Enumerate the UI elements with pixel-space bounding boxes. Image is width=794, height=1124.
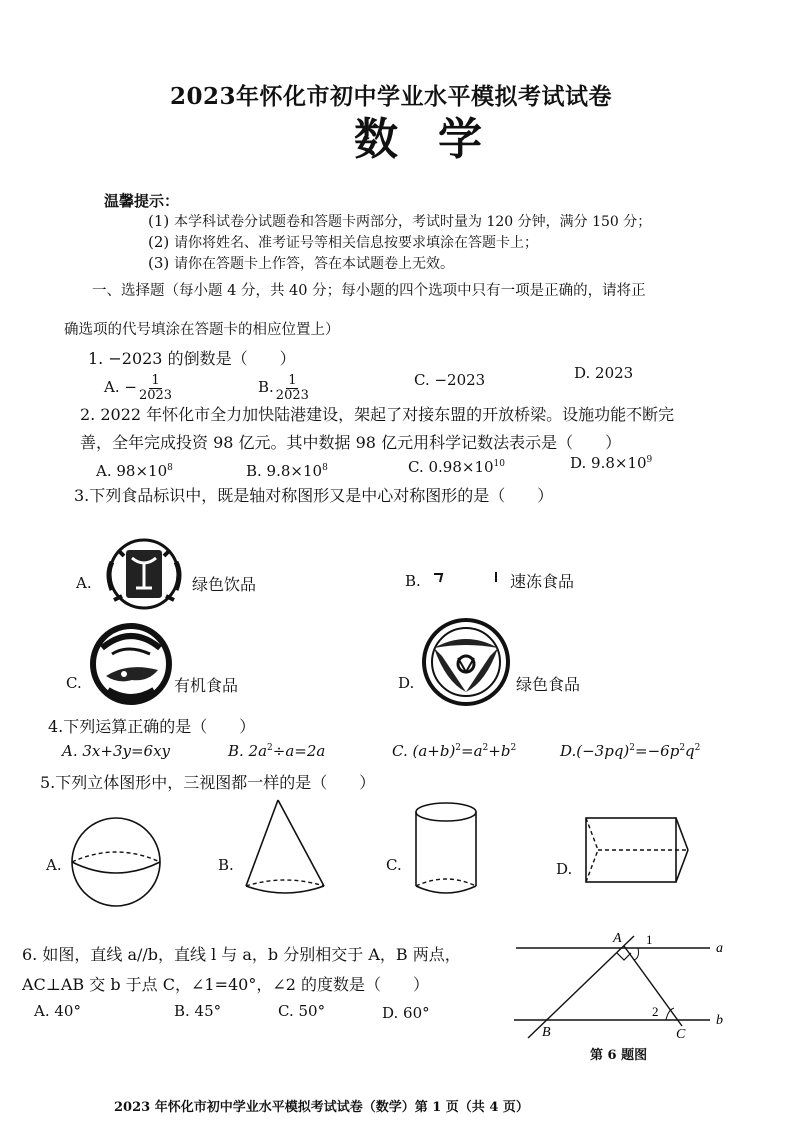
sphere-shape-icon bbox=[68, 812, 168, 912]
q1-option-a: A. − $\frac{1}{2023}$ bbox=[104, 373, 173, 403]
angle-1-arc-icon bbox=[634, 948, 639, 960]
q6-line2: AC⊥AB 交 b 于点 C，∠1=40°，∠2 的度数是（ ） bbox=[22, 975, 430, 994]
q2-option-a: A. $98\times 10^8$ bbox=[96, 462, 173, 480]
q6-option-a: A. 40° bbox=[34, 1002, 81, 1020]
q6-option-b: B. 45° bbox=[174, 1002, 222, 1020]
q5-option-c: C. bbox=[386, 856, 402, 874]
q3-option-b-label: 速冻食品 bbox=[510, 572, 575, 591]
q4-option-a: A. 3x+3y=6xy bbox=[62, 742, 171, 760]
q3-stem: 3.下列食品标识中，既是轴对称图形又是中心对称图形的是（ ） bbox=[74, 486, 554, 505]
q3-option-c-letter: C. bbox=[66, 674, 82, 692]
notice-item-1: (1) 本学科试卷分试题卷和答题卡两部分，考试时量为 120 分钟，满分 150 分； bbox=[148, 212, 652, 230]
notice-item-2: (2) 请你将姓名、准考证号等相关信息按要求填涂在答题卡上； bbox=[148, 233, 539, 251]
fig-label-2: 2 bbox=[652, 1004, 659, 1019]
section1-line2: 确选项的代号填涂在答题卡的相应位置上） bbox=[64, 322, 340, 338]
notice-item-3: (3) 请你在答题卡上作答，答在本试题卷上无效。 bbox=[148, 254, 455, 272]
q3-option-b-letter: B. bbox=[405, 572, 421, 590]
q6-figure-caption: 第 6 题图 bbox=[590, 1048, 648, 1063]
q3-option-c-label: 有机食品 bbox=[174, 676, 239, 695]
q3-option-d-letter: D. bbox=[398, 674, 415, 692]
q1-option-b: B. $\frac{1}{2023}$ bbox=[258, 373, 309, 403]
q4-option-d: $D.(-3pq)^2=-6p^2q^2$ bbox=[560, 742, 701, 760]
q1-b-fraction: $\frac{1}{2023}$ bbox=[275, 373, 309, 403]
q4-option-b: B. $2a^2\div a=2a$ bbox=[228, 742, 326, 760]
fig-label-1: 1 bbox=[646, 932, 653, 947]
fig-label-A: A bbox=[613, 931, 622, 946]
fig-label-B: B bbox=[542, 1025, 551, 1040]
q2-option-b: B. $9.8\times 10^8$ bbox=[246, 462, 328, 480]
q3-option-d-label: 绿色食品 bbox=[516, 675, 581, 694]
q1-stem: 1. −2023 的倒数是（ ） bbox=[88, 349, 296, 368]
green-food-logo-icon bbox=[420, 612, 516, 708]
triangular-prism-shape-icon bbox=[582, 812, 702, 892]
cylinder-shape-icon bbox=[410, 800, 490, 910]
q5-option-d: D. bbox=[556, 860, 573, 878]
q2-option-d: D. $9.8\times 10^9$ bbox=[570, 454, 653, 472]
page-footer: 2023 年怀化市初中学业水平模拟考试试卷（数学）第 1 页（共 4 页） bbox=[114, 1100, 529, 1115]
subject-title: 数学 bbox=[354, 114, 522, 165]
q5-stem: 5.下列立体图形中，三视图都一样的是（ ） bbox=[40, 773, 376, 792]
q3-option-a-letter: A. bbox=[76, 574, 92, 592]
q6-option-c: C. 50° bbox=[278, 1002, 326, 1020]
fig-label-a: a bbox=[716, 941, 723, 956]
q5-option-b: B. bbox=[218, 856, 234, 874]
organic-food-logo-icon bbox=[88, 618, 178, 708]
line-l bbox=[528, 936, 634, 1038]
q4-stem: 4.下列运算正确的是（ ） bbox=[48, 717, 256, 736]
q1-a-fraction: $\frac{1}{2023}$ bbox=[138, 373, 173, 403]
exam-title: 2023年怀化市初中学业水平模拟考试试卷 bbox=[170, 83, 613, 110]
q6-figure bbox=[510, 926, 740, 1046]
right-angle-mark-icon bbox=[617, 953, 631, 960]
q5-option-a: A. bbox=[46, 856, 62, 874]
cone-shape-icon bbox=[240, 796, 340, 906]
q6-option-d: D. 60° bbox=[382, 1004, 430, 1022]
quick-frozen-logo-icon bbox=[430, 568, 500, 588]
q2-option-c: C. $0.98\times 10^{10}$ bbox=[408, 458, 505, 476]
fig-label-b: b bbox=[716, 1013, 723, 1028]
notice-heading: 温馨提示： bbox=[104, 192, 180, 210]
q1-option-d: D. 2023 bbox=[574, 364, 634, 382]
fig-label-C: C bbox=[676, 1027, 686, 1042]
q2-line2: 善，全年完成投资 98 亿元。其中数据 98 亿元用科学记数法表示是（ ） bbox=[80, 433, 622, 452]
q1-option-c: C. −2023 bbox=[414, 371, 486, 389]
q2-line1: 2. 2022 年怀化市全力加快陆港建设，架起了对接东盟的开放桥梁。设施功能不断完 bbox=[80, 405, 675, 424]
q4-option-c: C. $(a+b)^2=a^2+b^2$ bbox=[392, 742, 517, 760]
q3-option-a-label: 绿色饮品 bbox=[192, 575, 257, 594]
q6-line1: 6. 如图，直线 a//b，直线 l 与 a，b 分别相交于 A，B 两点， bbox=[22, 945, 461, 964]
section1-line1: 一、选择题（每小题 4 分，共 40 分；每小题的四个选项中只有一项是正确的，请将正 bbox=[92, 283, 646, 299]
